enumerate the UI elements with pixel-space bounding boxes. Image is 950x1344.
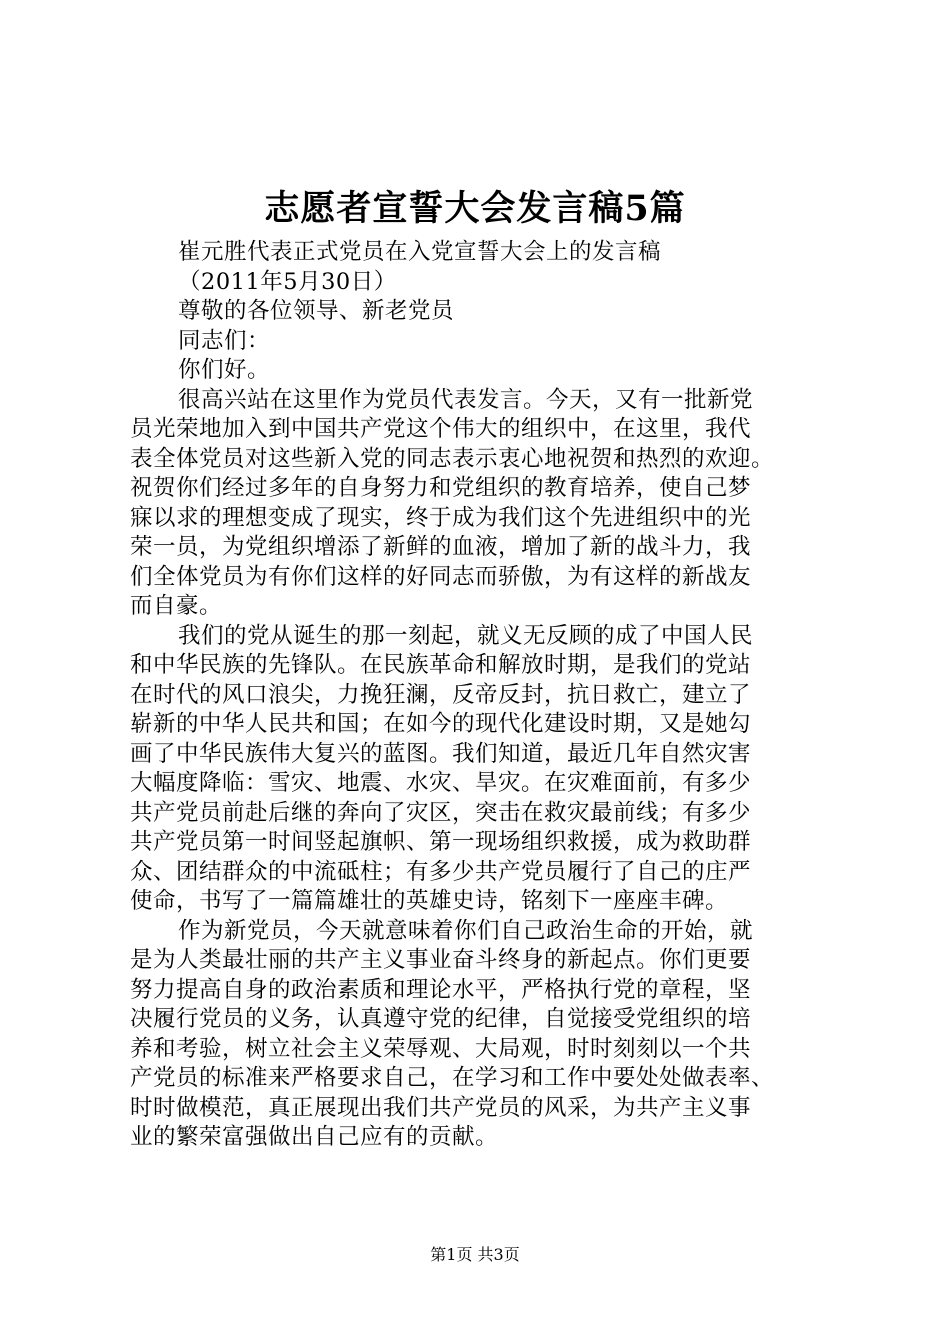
paragraph-line: 画了中华民族伟大复兴的蓝图。我们知道，最近几年自然灾害 [130,740,752,767]
paragraph-line: 荣一员，为党组织增添了新鲜的血液，增加了新的战斗力，我 [130,534,752,560]
paragraph-line: 共产党员前赴后继的奔向了灾区，突击在救灾最前线；有多少 [130,799,752,826]
document-title: 志愿者宣誓大会发言稿5篇 [264,188,686,229]
paragraph-line: 业的繁荣富强做出自己应有的贡献。 [130,1124,499,1150]
paragraph-line: 努力提高自身的政治素质和理论水平，严格执行党的章程，坚 [130,976,752,1003]
salutation-line: 同志们： [178,327,271,354]
paragraph-line: 和中华民族的先锋队。在民族革命和解放时期，是我们的党站 [130,652,752,678]
document-body [130,238,835,1153]
paragraph-line: 祝贺你们经过多年的自身努力和党组织的教育培养，使自己梦 [130,475,752,501]
paragraph-line: 崭新的中华人民共和国；在如今的现代化建设时期，又是她勾 [130,711,752,737]
paragraph-line: 共产党员第一时间竖起旗帜、第一现场组织救援，成为救助群 [130,829,752,855]
paragraph-line: 使命，书写了一篇篇雄壮的英雄史诗，铭刻下一座座丰碑。 [130,888,729,914]
paragraph-line: 产党员的标准来严格要求自己，在学习和工作中要处处做表率、 [130,1065,775,1091]
paragraph-line: 们全体党员为有你们这样的好同志而骄傲，为有这样的新战友 [130,563,752,590]
paragraph-line: 大幅度降临：雪灾、地震、水灾、旱灾。在灾难面前，有多少 [130,770,752,796]
paragraph-line: 时时做模范，真正展现出我们共产党员的风采，为共产主义事 [130,1094,752,1121]
paragraph-line: 在时代的风口浪尖，力挽狂澜，反帝反封，抗日救亡，建立了 [130,681,752,708]
paragraph-line: 作为新党员，今天就意味着你们自己政治生命的开始，就 [178,917,754,944]
greeting-line: 你们好。 [178,357,271,383]
paragraph-line: 我们的党从诞生的那一刻起，就义无反顾的成了中国人民 [178,622,754,649]
paragraph-line: 决履行党员的义务，认真遵守党的纪律，自觉接受党组织的培 [130,1006,752,1032]
subtitle-line: 崔元胜代表正式党员在入党宣誓大会上的发言稿 [178,239,662,265]
paragraph-line: 是为人类最壮丽的共产主义事业奋斗终身的新起点。你们更要 [130,947,752,973]
page-footer: 第1页 共3页 [430,1245,520,1264]
paragraph-line: 表全体党员对这些新入党的同志表示衷心地祝贺和热烈的欢迎。 [130,445,775,472]
paragraph-line: 众、团结群众的中流砥柱；有多少共产党员履行了自己的庄严 [130,858,752,885]
paragraph-line: 很高兴站在这里作为党员代表发言。今天，又有一批新党 [178,386,754,413]
paragraph-line: 养和考验，树立社会主义荣辱观、大局观，时时刻刻以一个共 [130,1035,752,1062]
paragraph-line: 员光荣地加入到中国共产党这个伟大的组织中，在这里，我代 [130,416,752,442]
date-line: （2011年5月30日） [178,268,397,295]
paragraph-line: 而自豪。 [130,593,223,619]
paragraph-line: 寐以求的理想变成了现实，终于成为我们这个先进组织中的光 [130,504,752,531]
salutation-line: 尊敬的各位领导、新老党员 [178,298,455,324]
